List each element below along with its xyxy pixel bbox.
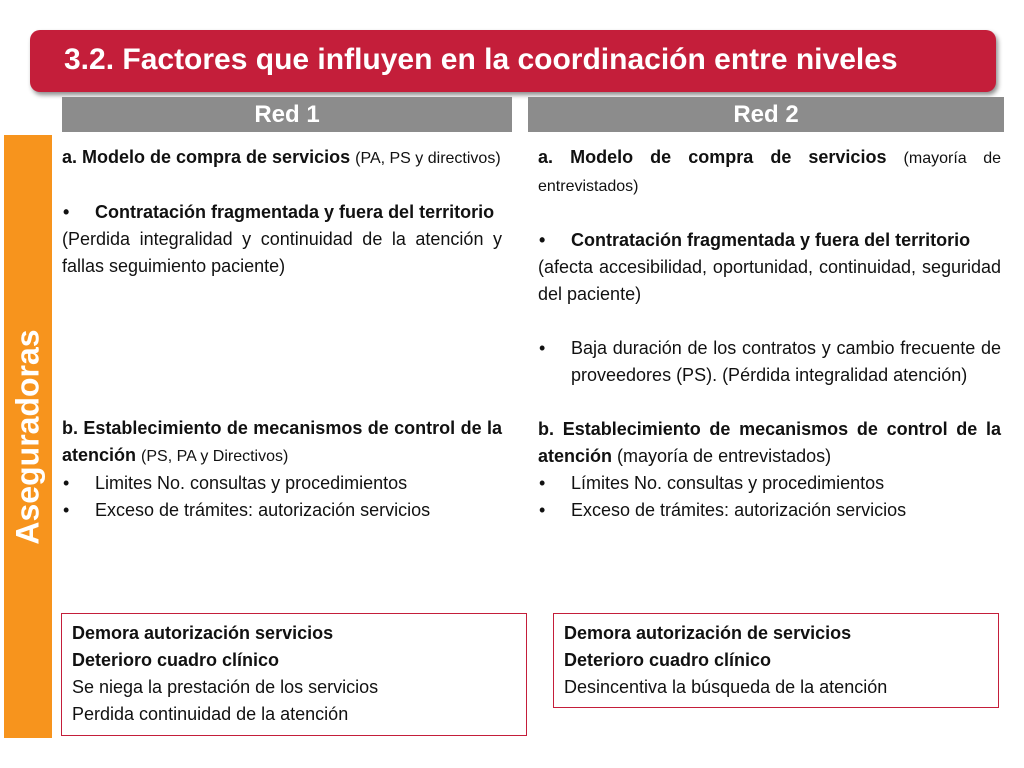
column-red-1 — [62, 144, 502, 524]
red2-outcome-box — [553, 613, 999, 708]
red1-section-a-note: (PA, PS y directivos) — [355, 150, 501, 167]
column-red-2 — [538, 144, 1001, 524]
red1-section-a-list — [62, 199, 502, 226]
red1-section-a-detail: (Perdida integralidad y continuidad de la atención y fallas seguimiento paciente) — [62, 229, 502, 276]
box-line: Perdida continuidad de la atención — [72, 704, 349, 724]
box-line: Se niega la prestación de los servicios — [72, 677, 379, 697]
red1-section-b-heading — [62, 415, 502, 470]
red2-section-b-title: b. Establecimiento de mecanismos de control de la atención — [538, 419, 1001, 466]
side-bar-aseguradoras — [4, 135, 52, 738]
box-line: Demora autorización servicios — [72, 623, 334, 643]
red2-section-b-note: (mayoría de entrevistados) — [617, 446, 832, 466]
list-item: • Contratación fragmentada y fuera del territorio — [62, 199, 502, 226]
red2-section-a-heading — [538, 144, 1001, 200]
list-item: • Exceso de trámites: autorización servicios — [62, 497, 502, 524]
list-item: • Límites No. consultas y procedimientos — [538, 470, 1001, 497]
red2-section-a-title: a. Modelo de compra de servicios — [538, 147, 887, 167]
red1-section-b-list — [62, 470, 502, 524]
red1-section-a-heading — [62, 144, 502, 172]
header-red-2: Red 2 — [528, 97, 1004, 132]
red2-section-b-heading — [538, 416, 1001, 470]
red2-section-a-list-2 — [538, 335, 1001, 389]
header-red-1: Red 1 — [62, 97, 512, 132]
red1-section-a-title: a. Modelo de compra de servicios — [62, 147, 351, 167]
list-item: • Contratación fragmentada y fuera del territorio — [538, 227, 1001, 254]
red1-section-b-title: b. Establecimiento de mecanismos de control de la atención — [62, 418, 502, 465]
red2-section-a-note: (mayoría de entrevistados) — [538, 150, 1001, 195]
list-item: • Limites No. consultas y procedimientos — [62, 470, 502, 497]
list-item: • Baja duración de los contratos y cambio frecuente de proveedores (PS). (Pérdida integralidad atención) — [538, 335, 1001, 389]
box-line: Demora autorización de servicios — [564, 623, 852, 643]
box-line: Deterioro cuadro clínico — [564, 650, 772, 670]
title-banner — [30, 30, 996, 92]
red2-section-a-detail: (afecta accesibilidad, oportunidad, continuidad, seguridad del paciente) — [538, 257, 1001, 304]
box-line: Deterioro cuadro clínico — [72, 650, 280, 670]
side-label: Aseguradoras — [9, 328, 46, 545]
red1-section-b-note: (PS, PA y Directivos) — [141, 448, 289, 465]
red1-outcome-box — [61, 613, 527, 736]
box-line: Desincentiva la búsqueda de la atención — [564, 677, 888, 697]
list-item: • Exceso de trámites: autorización servicios — [538, 497, 1001, 524]
slide-title: 3.2. Factores que influyen en la coordinación entre niveles — [64, 43, 898, 76]
red2-section-b-list — [538, 470, 1001, 524]
red2-section-a-list — [538, 227, 1001, 254]
